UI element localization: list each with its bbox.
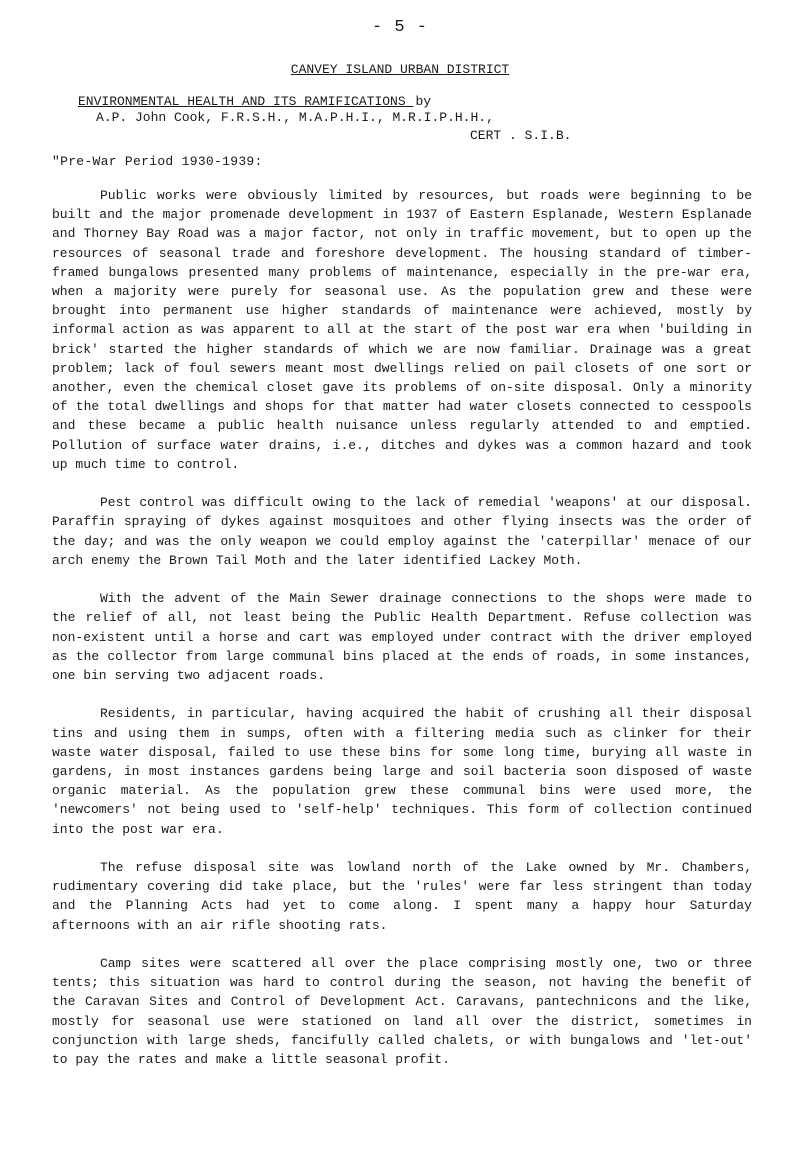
district-title: CANVEY ISLAND URBAN DISTRICT (290, 62, 510, 77)
document-body (52, 186, 752, 1069)
page-number: - 5 - (371, 18, 428, 37)
paragraph-public-works: Public works were obviously limited by resources, but roads were beginning to be built and the major promenade development in 1937 of Eastern Esplanade, Western Esplanade and Thorney Bay Road was a major factor, not only in traffic movement, but to open up the resources of seasonal trade and foreshore development. The housing standard of timber-framed bungalows presented many problems of maintenance, especially in the pre-war era, when a majority were purely for seasonal use. As the population grew and these were brought into permanent use higher standards of maintenance were achieved, mostly by informal action as was apparent to all at the start of the post war era when 'building in brick' started the higher standards of which we are now familiar. Drainage was a great problem; lack of foul sewers meant most dwellings relied on pail closets of one sort or another, even the chemical closet gave its problems of on-site disposal. Only a minority of the total dwellings and shops for that matter had water closets connected to cesspools and these became a public health nuisance unless regularly attended to and emptied. Pollution of surface water drains, i.e., ditches and dykes was a common hazard and took up much time to control. (52, 188, 752, 472)
report-title-text: ENVIRONMENTAL HEALTH AND ITS RAMIFICATIONS (78, 94, 406, 109)
paragraph-residents: Residents, in particular, having acquired the habit of crushing all their disposal tins and using them in sumps, often with a filtering media such as clinker for their waste water disposal, failed to use these bins for some long time, burying all waste in gardens, in most instances gardens being large and soil bacteria soon disposed of waste organic material. As the population grew these communal bins were used more, the 'newcomers' not being used to 'self-help' techniques. This form of collection continued into the post war era. (52, 706, 752, 837)
author-certificate: CERT . S.I.B. (470, 128, 572, 143)
paragraph-main-sewer: With the advent of the Main Sewer drainage connections to the shops were made to the relief of all, not least being the Public Health Department. Refuse collection was non-existent until a horse and cart was employed under contract with the driver employed as the collector from large communal bins placed at the ends of roads, in some instances, one bin serving two adjacent roads. (52, 591, 752, 684)
report-title (78, 94, 431, 109)
author-credentials: A.P. John Cook, F.R.S.H., M.A.P.H.I., M.R.I.P.H.H., (96, 110, 494, 125)
paragraph-camp-sites: Camp sites were scattered all over the place comprising mostly one, two or three tents; this situation was hard to control during the season, not having the benefit of the Caravan Sites and Control of Development Act. Caravans, pantechnicons and the like, mostly for seasonal use were stationed on land all over the district, sometimes in conjunction with large sheds, fancifully called chalets, or with bungalows and 'let-out' to pay the rates and make a little seasonal profit. (52, 956, 752, 1068)
by-label: by (415, 94, 432, 109)
paragraph-refuse-site: The refuse disposal site was lowland north of the Lake owned by Mr. Chambers, rudimentary covering did take place, but the 'rules' were far less stringent than today and the Planning Acts had yet to come along. I spent many a happy hour Saturday afternoons with an air rifle shooting rats. (52, 860, 752, 933)
period-heading: "Pre-War Period 1930-1939: (52, 154, 263, 169)
paragraph-pest-control: Pest control was difficult owing to the lack of remedial 'weapons' at our disposal. Paraffin spraying of dykes against mosquitoes and other flying insects was the order of the day; and was the only weapon we could employ against the 'caterpillar' menace of our arch enemy the Brown Tail Moth and the later identified Lackey Moth. (52, 495, 752, 568)
